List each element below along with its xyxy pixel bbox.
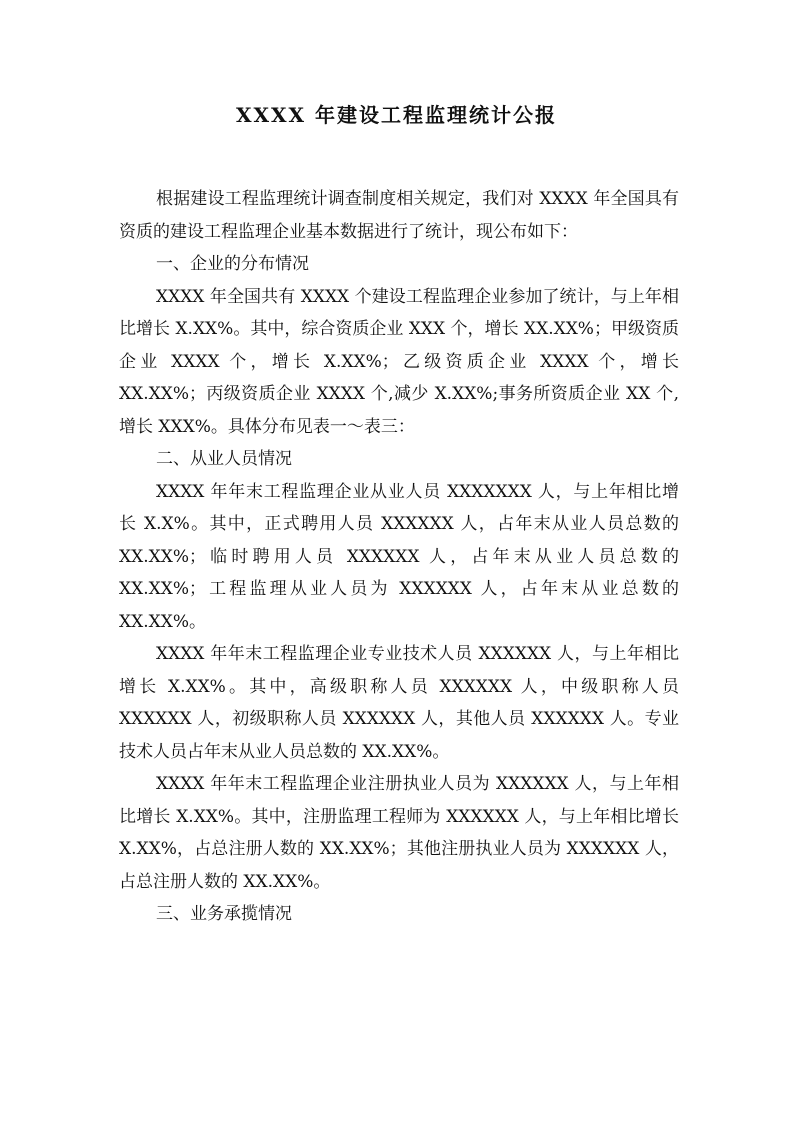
intro-paragraph: 根据建设工程监理统计调查制度相关规定，我们对 XXXX 年全国具有资质的建设工程监理企业基本数据进行了统计，现公布如下： xyxy=(119,189,679,242)
section-heading-business: 三、业务承揽情况 xyxy=(156,904,292,924)
document-title: XXXX 年建设工程监理统计公报 xyxy=(235,103,558,127)
section-heading-enterprise-distribution: 一、企业的分布情况 xyxy=(156,254,309,274)
registered-staff-paragraph: XXXX 年年末工程监理企业注册执业人员为 XXXXXX 人，与上年相比增长 X.XX%。其中，注册监理工程师为 XXXXXX 人，与上年相比增长 X.XX%，占总注册人数的 XX.XX%；其他注册执业人员为 XXXXXX 人，占总注册人数的 XX.XX%。 xyxy=(119,774,679,892)
employees-paragraph: XXXX 年年末工程监理企业从业人员 XXXXXXX 人，与上年相比增长 X.X%。其中，正式聘用人员 XXXXXX 人，占年末从业人员总数的 XX.XX%；临时聘用人员 XXXXXX 人，占年末从业人员总数的 XX.XX%；工程监理从业人员为 XXXXXX 人，占年末从业总数的 XX.XX%。 xyxy=(119,481,679,632)
section-heading-employees: 二、从业人员情况 xyxy=(156,449,292,469)
technical-staff-paragraph: XXXX 年年末工程监理企业专业技术人员 XXXXXX 人，与上年相比增长 X.XX%。其中，高级职称人员 XXXXXX 人，中级职称人员 XXXXXX 人，初级职称人员 XXXXXX 人，其他人员 XXXXXX 人。专业技术人员占年末从业人员总数的 XX.XX%。 xyxy=(119,644,679,762)
enterprise-distribution-paragraph: XXXX 年全国共有 XXXX 个建设工程监理企业参加了统计，与上年相比增长 X.XX%。其中，综合资质企业 XXX 个，增长 XX.XX%；甲级资质企业 XXXX 个，增长 X.XX%；乙级资质企业 XXXX 个，增长 XX.XX%；丙级资质企业 XXXX 个,减少 X.XX%;事务所资质企业 XX 个,增长 XXX%。具体分布见表一～表三： xyxy=(119,286,679,437)
document-body xyxy=(119,183,679,931)
